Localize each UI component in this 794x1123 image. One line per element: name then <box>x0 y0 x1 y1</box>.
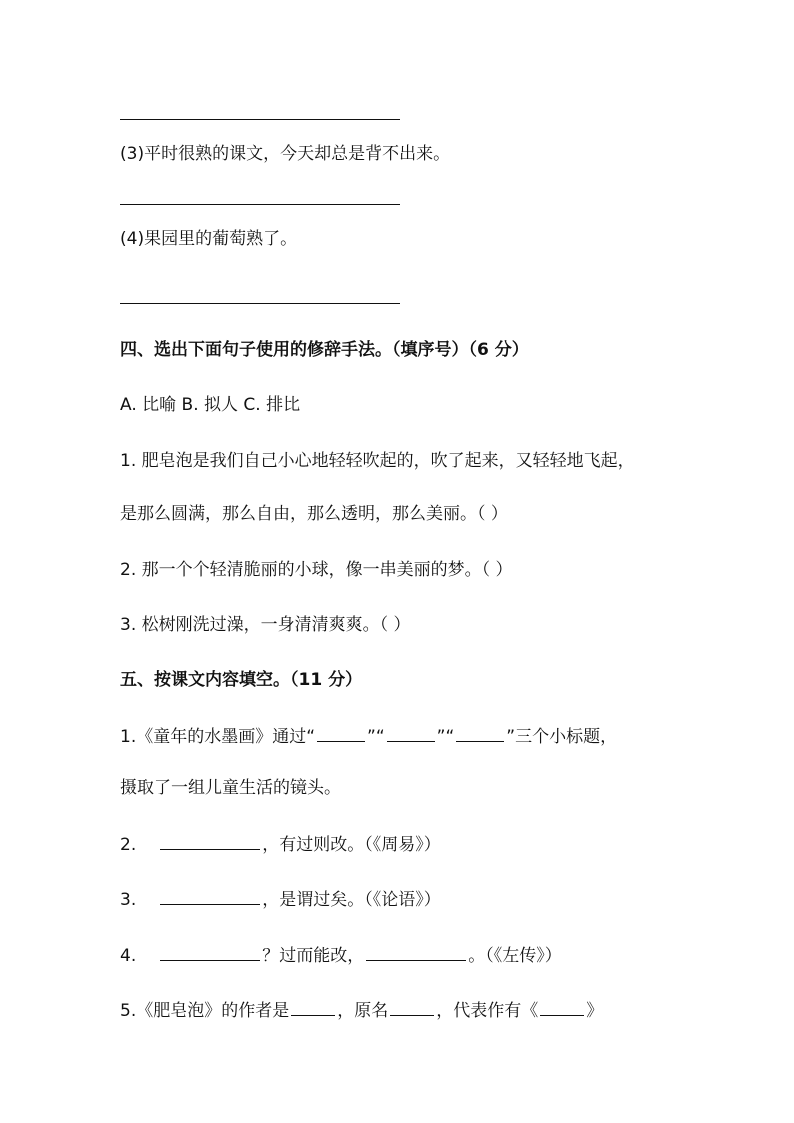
q1-quote-2: ”“ <box>436 727 455 747</box>
answer-line-3[interactable] <box>120 204 400 205</box>
q3-text: ，是谓过矣。（《论语》） <box>262 890 441 910</box>
q1-blank-2[interactable] <box>387 723 435 742</box>
section-4-options: A. 比喻 B. 拟人 C. 排比 <box>120 395 301 415</box>
section-4-title: 四、选出下面句子使用的修辞手法。（填序号）（6 分） <box>120 340 529 360</box>
q4-middle: ？过而能改， <box>262 946 365 966</box>
q4-end: 。（《左传》） <box>468 946 562 966</box>
q2-number: 2. <box>120 835 137 855</box>
q5-blank-3[interactable] <box>540 997 584 1016</box>
answer-line-2[interactable] <box>120 119 400 120</box>
q1-blank-3[interactable] <box>456 723 504 742</box>
q1-blank-1[interactable] <box>317 723 365 742</box>
q5-middle-2: ，代表作有《 <box>436 1001 539 1021</box>
answer-line-4[interactable] <box>120 303 400 304</box>
section-5-q1-line2: 摄取了一组儿童生活的镜头。 <box>120 778 341 798</box>
q5-blank-1[interactable] <box>291 997 335 1016</box>
q1-quote-1: ”“ <box>367 727 385 747</box>
q5-end: 》 <box>586 1001 604 1021</box>
q3-number: 3. <box>120 890 137 910</box>
q2-text: ，有过则改。（《周易》） <box>262 835 441 855</box>
q5-prefix: 5.《肥皂泡》的作者是 <box>120 1001 290 1021</box>
q3-blank[interactable] <box>160 886 260 905</box>
section-5-q1-line1 <box>120 723 617 749</box>
item-4: (4)果园里的葡萄熟了。 <box>120 229 298 249</box>
q4-number: 4. <box>120 946 137 966</box>
q5-blank-2[interactable] <box>390 997 434 1016</box>
section-5-title: 五、按课文内容填空。（11 分） <box>120 670 363 690</box>
section-5-q3 <box>120 886 441 912</box>
q5-middle: ，原名 <box>337 1001 389 1021</box>
section-4-q1-line2: 是那么圆满，那么自由，那么透明，那么美丽。（ ） <box>120 504 508 524</box>
q2-blank[interactable] <box>160 831 260 850</box>
q4-blank-1[interactable] <box>160 942 260 961</box>
item-3: (3)平时很熟的课文，今天却总是背不出来。 <box>120 144 451 164</box>
q4-blank-2[interactable] <box>366 942 466 961</box>
section-4-q3: 3. 松树刚洗过澡，一身清清爽爽。（ ） <box>120 615 411 635</box>
q1-suffix: ”三个小标题， <box>506 727 618 747</box>
section-4-q2: 2. 那一个个轻清脆丽的小球，像一串美丽的梦。（ ） <box>120 560 513 580</box>
section-5-q5 <box>120 997 603 1023</box>
q1-prefix: 1.《童年的水墨画》通过“ <box>120 727 316 747</box>
section-5-q4 <box>120 942 562 968</box>
section-5-q2 <box>120 831 441 857</box>
section-4-q1-line1: 1. 肥皂泡是我们自己小心地轻轻吹起的，吹了起来，又轻轻地飞起， <box>120 451 635 471</box>
